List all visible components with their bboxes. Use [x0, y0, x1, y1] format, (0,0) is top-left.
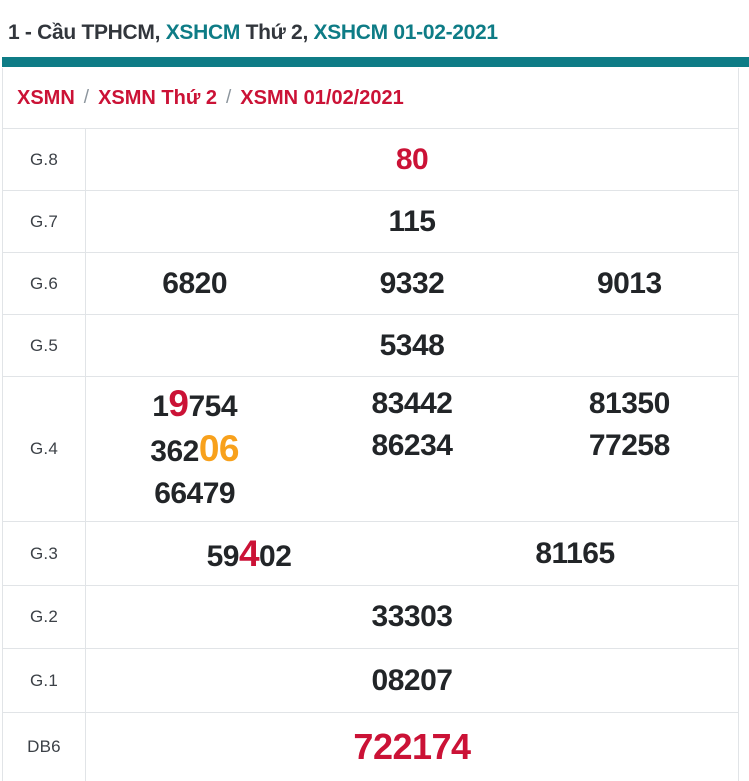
prize-values	[86, 522, 738, 585]
title-link-xshcm[interactable]: XSHCM	[165, 21, 241, 44]
title-text: Thứ 2,	[240, 21, 314, 44]
prize-label: G.2	[3, 586, 86, 648]
prize-value-column	[150, 383, 239, 515]
highlight-digit-red: 4	[238, 533, 260, 574]
table-row-g3	[3, 522, 738, 586]
prize-value: 08207	[371, 663, 453, 697]
prize-values	[86, 377, 738, 521]
prize-values	[86, 586, 738, 648]
prize-values	[86, 129, 738, 190]
prize-label: G.7	[3, 191, 86, 252]
table-row-g2	[3, 586, 738, 649]
table-row-g6	[3, 253, 738, 315]
prize-value: 66479	[154, 477, 236, 510]
highlight-digit-orange: 06	[198, 428, 240, 469]
breadcrumb-link-xsmn-date[interactable]: XSMN 01/02/2021	[240, 86, 404, 109]
prize-value: 115	[388, 204, 436, 238]
prize-value-column	[589, 383, 670, 467]
prize-value: 83442	[371, 387, 453, 420]
prize-values	[86, 191, 738, 252]
prize-label: G.8	[3, 129, 86, 190]
title-link-xshcm-date[interactable]: XSHCM 01-02-2021	[313, 21, 498, 44]
breadcrumb-separator: /	[83, 87, 90, 108]
breadcrumb	[3, 68, 738, 129]
prize-values	[86, 253, 738, 314]
table-row-g4	[3, 377, 738, 522]
prize-value: 6820	[162, 266, 228, 300]
prize-label: G.6	[3, 253, 86, 314]
prize-value-column	[372, 383, 453, 467]
table-row-g8	[3, 129, 738, 191]
prize-label: G.5	[3, 315, 86, 376]
prize-value-highlighted: 19754	[152, 383, 238, 424]
prize-value: 81350	[588, 387, 670, 420]
prize-value: 77258	[588, 429, 670, 462]
prize-value-highlighted: 36206	[150, 428, 240, 469]
table-row-g5	[3, 315, 738, 377]
breadcrumb-link-xsmn-thu2[interactable]: XSMN Thứ 2	[98, 86, 218, 109]
highlight-digit-red: 9	[168, 383, 189, 424]
prize-value: 9013	[596, 266, 662, 300]
prize-values	[86, 649, 738, 712]
page-title	[0, 0, 749, 57]
prize-label: G.3	[3, 522, 86, 585]
table-row-g1	[3, 649, 738, 713]
prize-value: 5348	[379, 328, 445, 362]
table-row-g7	[3, 191, 738, 253]
breadcrumb-link-xsmn[interactable]: XSMN	[17, 86, 75, 109]
prize-value-jackpot: 722174	[353, 726, 471, 767]
results-box	[2, 68, 739, 781]
breadcrumb-separator: /	[226, 87, 232, 108]
prize-value: 86234	[371, 429, 453, 462]
prize-label: G.1	[3, 649, 86, 712]
prize-value: 9332	[379, 266, 445, 300]
title-text: 1 - Cầu TPHCM,	[8, 21, 166, 44]
prize-label: DB6	[3, 713, 86, 781]
prize-value: 33303	[371, 600, 453, 633]
prize-value: 81165	[535, 536, 615, 570]
teal-divider-bar	[2, 57, 749, 67]
prize-label: G.4	[3, 377, 86, 521]
prize-values	[86, 315, 738, 376]
prize-value: 80	[395, 142, 429, 176]
prize-value-highlighted: 59402	[206, 533, 292, 574]
